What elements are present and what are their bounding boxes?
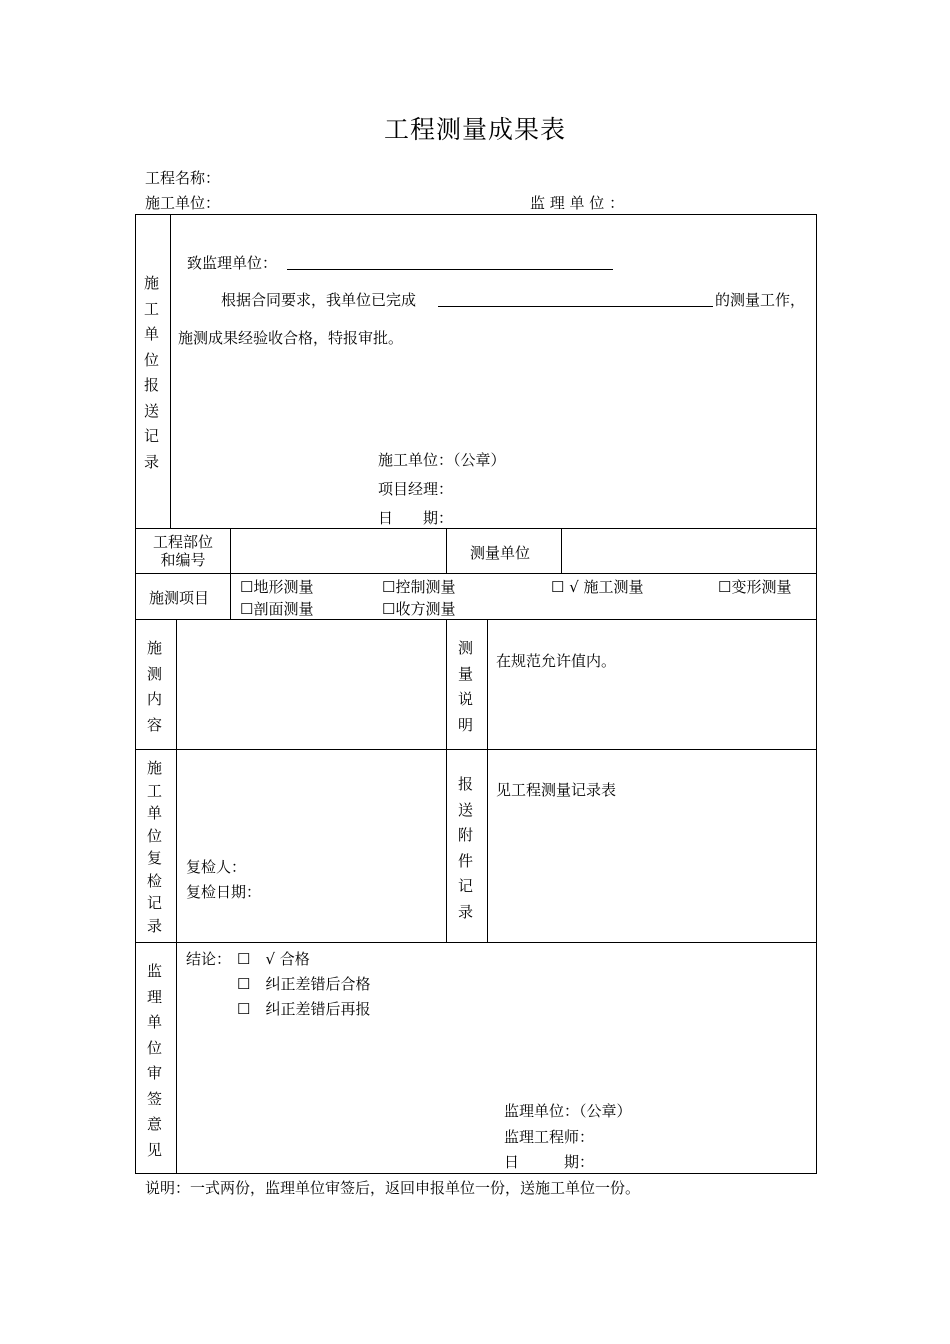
conclusion-option-resubmit[interactable]: ☐ 纠正差错后再报 xyxy=(237,1000,371,1018)
side-label-char: 位 xyxy=(144,350,160,369)
col-separator xyxy=(170,214,171,528)
note-label-char: 说 xyxy=(458,690,474,708)
option-topographic[interactable]: ☐地形测量 xyxy=(240,578,314,596)
side-label-char: 录 xyxy=(144,452,160,471)
recheck-side-label xyxy=(147,759,162,935)
col-separator xyxy=(487,619,488,942)
contractor-seal: 施工单位：（公章） xyxy=(378,451,506,469)
col-separator xyxy=(446,528,447,573)
body-line1-suffix: 的测量工作， xyxy=(715,291,806,309)
row-separator xyxy=(135,528,817,529)
location-label xyxy=(136,533,230,569)
survey-unit-label: 测量单位 xyxy=(470,544,531,562)
content-side-label xyxy=(147,639,162,734)
location-label-line: 和编号 xyxy=(160,551,206,569)
review-date-label: 日 期： xyxy=(504,1153,595,1171)
side-label-char: 记 xyxy=(144,427,160,445)
completed-work-blank[interactable] xyxy=(438,306,713,307)
note-label-char: 测 xyxy=(458,639,474,657)
recheck-label-char: 复 xyxy=(147,849,163,867)
page-title: 工程测量成果表 xyxy=(383,115,566,144)
contractor-label: 施工单位： xyxy=(145,194,221,212)
recheck-label-char: 录 xyxy=(147,916,163,935)
review-label-char: 监 xyxy=(147,962,163,980)
supervisor-engineer-label: 监理工程师： xyxy=(504,1128,595,1146)
attach-label-char: 送 xyxy=(458,800,474,819)
attach-label-char: 录 xyxy=(458,902,474,921)
conclusion-label: 结论： xyxy=(186,950,232,968)
attach-label-char: 报 xyxy=(458,775,474,793)
attachments-side-label xyxy=(458,775,473,921)
content-label-char: 测 xyxy=(147,664,163,683)
row-separator xyxy=(135,573,817,574)
table-border-top xyxy=(135,214,817,215)
table-border-left xyxy=(135,214,136,1174)
col-separator xyxy=(176,619,177,1173)
review-label-char: 签 xyxy=(147,1089,163,1108)
note-label-char: 明 xyxy=(458,715,474,734)
review-label-char: 位 xyxy=(147,1038,163,1057)
submission-side-label xyxy=(144,274,159,471)
recheck-label-char: 位 xyxy=(147,826,163,845)
conclusion-option-pass[interactable]: ☐ √ 合格 xyxy=(237,950,310,968)
row-separator xyxy=(135,749,817,750)
option-control[interactable]: ☐控制测量 xyxy=(382,578,456,596)
side-label-char: 单 xyxy=(144,325,160,343)
rechecker-label: 复检人： xyxy=(186,858,247,876)
to-supervisor-blank[interactable] xyxy=(287,269,613,270)
table-border-bottom xyxy=(135,1173,817,1174)
project-name-label: 工程名称： xyxy=(145,169,221,187)
body-line1-prefix: 根据合同要求，我单位已完成 xyxy=(221,291,417,309)
option-construction[interactable]: ☐ √ 施工测量 xyxy=(551,578,644,596)
side-label-char: 报 xyxy=(144,376,160,394)
submission-date-label: 日 期： xyxy=(378,509,454,527)
to-supervisor-label: 致监理单位： xyxy=(187,254,278,272)
footer-note: 说明：一式两份，监理单位审签后，返回申报单位一份，送施工单位一份。 xyxy=(145,1179,641,1197)
attach-label-char: 附 xyxy=(458,826,474,844)
review-label-char: 理 xyxy=(147,987,163,1006)
body-line2: 施测成果经验收合格，特报审批。 xyxy=(178,329,404,347)
row-separator xyxy=(135,619,817,620)
attachments-value: 见工程测量记录表 xyxy=(496,781,617,799)
option-deformation[interactable]: ☐变形测量 xyxy=(718,578,792,596)
project-manager-label: 项目经理： xyxy=(378,480,454,498)
content-label-char: 施 xyxy=(147,639,163,657)
note-value: 在规范允许值内。 xyxy=(496,652,617,670)
review-label-char: 见 xyxy=(147,1140,163,1159)
row-separator xyxy=(135,942,817,943)
col-separator xyxy=(446,619,447,942)
content-label-char: 容 xyxy=(147,715,163,734)
side-label-char: 送 xyxy=(144,401,160,420)
side-label-char: 工 xyxy=(144,299,160,318)
recheck-date-label: 复检日期： xyxy=(186,883,262,901)
option-section[interactable]: ☐剖面测量 xyxy=(240,600,314,618)
table-border-right xyxy=(816,214,817,1174)
review-label-char: 审 xyxy=(147,1064,163,1082)
review-label-char: 意 xyxy=(147,1115,163,1133)
content-label-char: 内 xyxy=(147,690,163,708)
review-label-char: 单 xyxy=(147,1013,163,1031)
review-side-label xyxy=(147,962,162,1159)
recheck-label-char: 单 xyxy=(147,804,163,822)
side-label-char: 施 xyxy=(144,274,160,292)
attach-label-char: 记 xyxy=(458,877,474,895)
recheck-label-char: 工 xyxy=(147,781,163,800)
survey-items-label: 施测项目 xyxy=(149,589,210,607)
col-separator xyxy=(230,528,231,619)
recheck-label-char: 记 xyxy=(147,894,163,912)
supervisor-label: 监 理 单 位 ： xyxy=(530,194,625,212)
option-quantity[interactable]: ☐收方测量 xyxy=(382,600,456,618)
conclusion-option-corrected-pass[interactable]: ☐ 纠正差错后合格 xyxy=(237,975,371,993)
attach-label-char: 件 xyxy=(458,851,474,870)
supervisor-seal: 监理单位：（公章） xyxy=(504,1102,632,1120)
location-label-line: 工程部位 xyxy=(152,533,213,551)
col-separator xyxy=(561,528,562,573)
recheck-label-char: 检 xyxy=(147,871,163,890)
note-side-label xyxy=(458,639,473,734)
note-label-char: 量 xyxy=(458,664,474,683)
recheck-label-char: 施 xyxy=(147,759,163,777)
